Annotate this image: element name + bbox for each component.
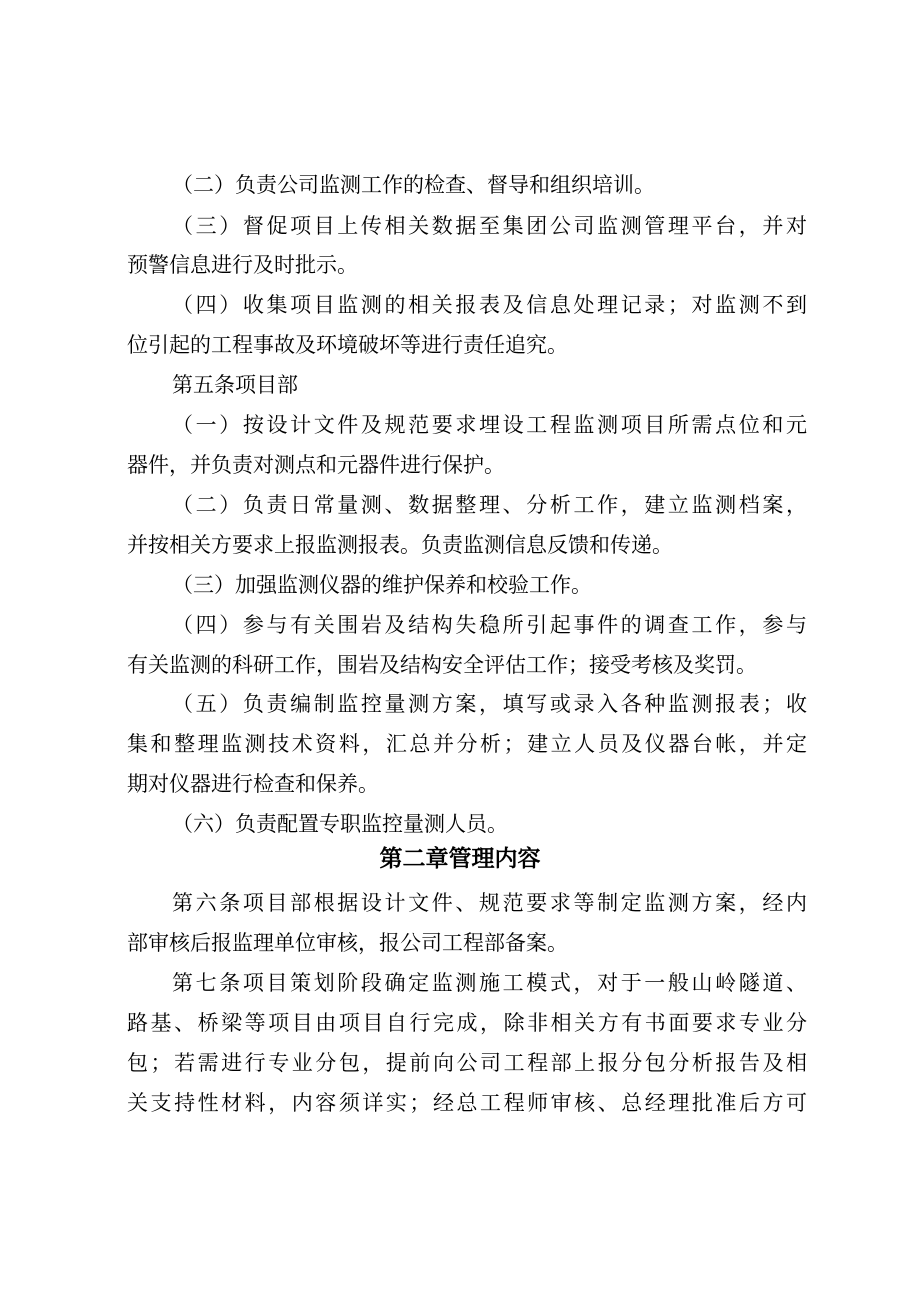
chapter-heading: 第二章管理内容 (379, 846, 541, 872)
paragraph-line: （三）督促项目上传相关数据至集团公司监测管理平台，并对 (172, 214, 807, 238)
paragraph-line: 包；若需进行专业分包，提前向公司工程部上报分包分析报告及相 (127, 1051, 807, 1075)
paragraph-line: 器件，并负责对测点和元器件进行保护。 (127, 453, 505, 477)
paragraph-line: 期对仪器进行检查和保养。 (127, 772, 379, 796)
paragraph-line: （二）负责日常量测、数据整理、分析工作，建立监测档案， (172, 493, 807, 517)
paragraph-line: 第七条项目策划阶段确定监测施工模式，对于一般山岭隧道、 (172, 971, 807, 995)
paragraph-line: （三）加强监测仪器的维护保养和校验工作。 (172, 573, 592, 597)
paragraph-line: （四）收集项目监测的相关报表及信息处理记录；对监测不到 (172, 293, 807, 317)
paragraph-line: 有关监测的科研工作，围岩及结构安全评估工作；接受考核及奖罚。 (127, 653, 757, 677)
paragraph-line: 集和整理监测技术资料，汇总并分析；建立人员及仪器台帐，并定 (127, 732, 807, 756)
section-title: 第五条项目部 (172, 373, 298, 397)
paragraph-line: 路基、桥梁等项目由项目自行完成，除非相关方有书面要求专业分 (127, 1011, 807, 1035)
paragraph-line: （四）参与有关围岩及结构失稳所引起事件的调查工作，参与 (172, 613, 807, 637)
paragraph-line: 并按相关方要求上报监测报表。负责监测信息反馈和传递。 (127, 533, 673, 557)
paragraph-line: 部审核后报监理单位审核，报公司工程部备案。 (127, 931, 568, 955)
paragraph-line: 预警信息进行及时批示。 (127, 253, 358, 277)
paragraph-line: 位引起的工程事故及环境破坏等进行责任追究。 (127, 333, 568, 357)
paragraph-line: 第六条项目部根据设计文件、规范要求等制定监测方案，经内 (172, 891, 807, 915)
paragraph-line: （二）负责公司监测工作的检查、督导和组织培训。 (172, 173, 655, 197)
paragraph-line: （六）负责配置专职监控量测人员。 (172, 812, 508, 836)
paragraph-line: （一）按设计文件及规范要求埋设工程监测项目所需点位和元 (172, 413, 807, 437)
paragraph-line: （五）负责编制监控量测方案，填写或录入各种监测报表；收 (172, 692, 807, 716)
paragraph-line: 关支持性材料，内容须详实；经总工程师审核、总经理批准后方可 (127, 1091, 807, 1115)
